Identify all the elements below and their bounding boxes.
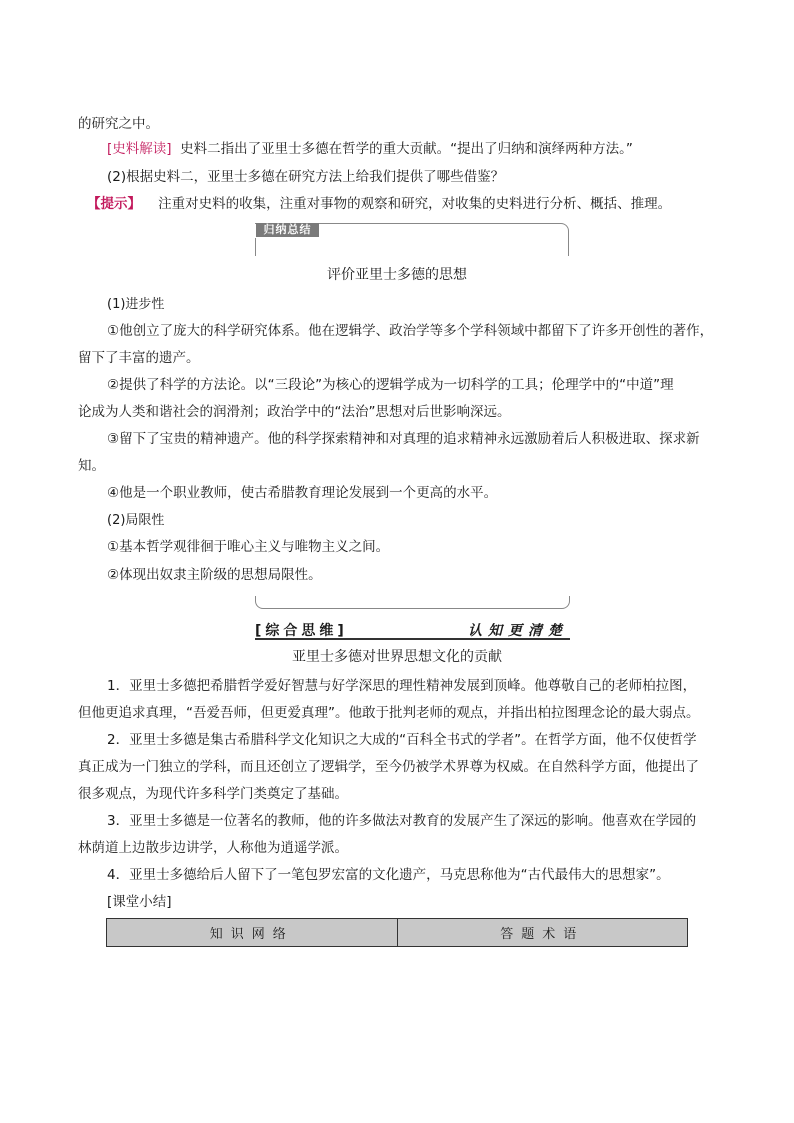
class-summary-table	[106, 918, 688, 947]
question-2: (2)根据史料二，亚里士多德在研究方法上给我们提供了哪些借鉴？	[107, 169, 505, 185]
progress-heading: (1)进步性	[107, 297, 165, 312]
line-continuation: 的研究之中。	[78, 116, 159, 132]
contribution-2a: 2．亚里士多德是集古希腊科学文化知识之大成的“百科全书式的学者”。在哲学方面，他不仅使哲学	[107, 732, 697, 748]
synthesis-title: 亚里士多德对世界思想文化的贡献	[292, 649, 502, 665]
progress-item-3a: ③留下了宝贵的精神遗产。他的科学探索精神和对真理的追求精神永远激励着后人积极进取、探求新	[107, 431, 700, 447]
progress-item-1b: 留下了丰富的遗产。	[78, 350, 200, 366]
table-row	[107, 919, 688, 947]
hint	[87, 195, 671, 214]
contribution-2c: 很多观点，为现代许多科学门类奠定了基础。	[78, 786, 348, 802]
limitation-item-2: ②体现出奴隶主阶级的思想局限性。	[107, 567, 322, 583]
summary-title: 评价亚里士多德的思想	[327, 267, 467, 283]
hint-text: 注重对史料的收集，注重对事物的观察和研究，对收集的史料进行分析、概括、推理。	[158, 196, 672, 212]
interpretation-text: 史料二指出了亚里士多德在哲学的重大贡献。“提出了归纳和演绎两种方法。”	[180, 141, 633, 157]
progress-item-2a: ②提供了科学的方法论。以“三段论”为核心的逻辑学成为一切科学的工具；伦理学中的“中道”理	[107, 377, 674, 393]
synthesis-header	[255, 620, 570, 640]
answer-terms-header: 答题术语	[397, 919, 688, 947]
limitation-heading: (2)局限性	[107, 513, 165, 528]
progress-item-2b: 论成为人类和谐社会的润滑剂；政治学中的“法治”思想对后世影响深远。	[78, 404, 511, 420]
limitation-item-1: ①基本哲学观徘徊于唯心主义与唯物主义之间。	[107, 539, 390, 555]
contribution-2b: 真正成为一门独立的学科，而且还创立了逻辑学，至今仍被学术界尊为权威。在自然科学方面，他提出了	[78, 759, 699, 775]
contribution-1a: 1．亚里士多德把希腊哲学爱好智慧与好学深思的理性精神发展到顶峰。他尊敬自己的老师柏拉图，	[107, 678, 697, 694]
contribution-3a: 3．亚里士多德是一位著名的教师，他的许多做法对教育的发展产生了深远的影响。他喜欢在学园的	[107, 813, 697, 829]
contribution-3b: 林荫道上边散步边讲学，人称他为逍遥学派。	[78, 840, 348, 856]
progress-item-3b: 知。	[78, 458, 105, 474]
historical-interpretation	[107, 140, 633, 159]
synthesis-slogan: 认知更清楚	[468, 623, 568, 639]
progress-item-1a: ①他创立了庞大的科学研究体系。他在逻辑学、政治学等多个学科领域中都留下了许多开创性的著作，	[107, 323, 714, 339]
knowledge-network-header: 知识网络	[107, 919, 398, 947]
interpretation-tag: [史料解读]	[107, 141, 172, 157]
hint-tag: 【提示】	[87, 196, 141, 212]
synthesis-label: [综合思维]	[255, 623, 348, 639]
contribution-4: 4．亚里士多德给后人留下了一笔包罗宏富的文化遗产，马克思称他为“古代最伟大的思想家”。	[107, 867, 670, 883]
summary-tag: 归纳总结	[256, 223, 319, 237]
progress-item-4: ④他是一个职业教师，使古希腊教育理论发展到一个更高的水平。	[107, 485, 498, 501]
contribution-1b: 但他更追求真理，“吾爱吾师，但更爱真理”。他敢于批判老师的观点，并指出柏拉图理念论的最大弱点。	[78, 705, 700, 721]
summary-box-bottom-border	[255, 596, 570, 609]
summary-box-left-border	[255, 238, 256, 256]
class-summary-label: [课堂小结]	[107, 894, 172, 910]
